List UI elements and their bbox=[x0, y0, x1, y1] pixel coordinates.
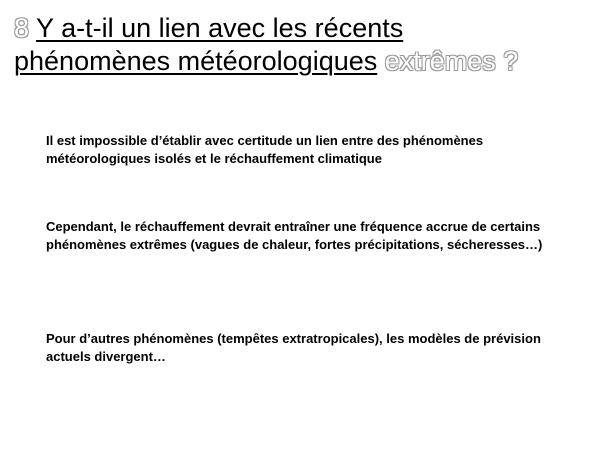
paragraph-storms: Pour d’autres phénomènes (tempêtes extratropicales), les modèles de prévision actuels divergent… bbox=[46, 331, 541, 364]
title-trailing-word: extrêmes ? bbox=[384, 46, 519, 76]
title-line-1: Y a-t-il un lien avec les récents bbox=[36, 13, 404, 43]
title-line-2: phénomènes météorologiques bbox=[14, 46, 378, 76]
paragraph-extreme-events: Cependant, le réchauffement devrait entraîner une fréquence accrue de certains phénomènes extrêmes (vagues de chaleur, fortes précipitations, sécheresses…) bbox=[46, 219, 543, 252]
paragraph-certainty: Il est impossible d’établir avec certitude un lien entre des phénomènes météorologiques isolés et le réchauffement climatique bbox=[46, 133, 484, 166]
slide-title bbox=[14, 12, 594, 78]
slide-number: 8 bbox=[14, 13, 30, 43]
